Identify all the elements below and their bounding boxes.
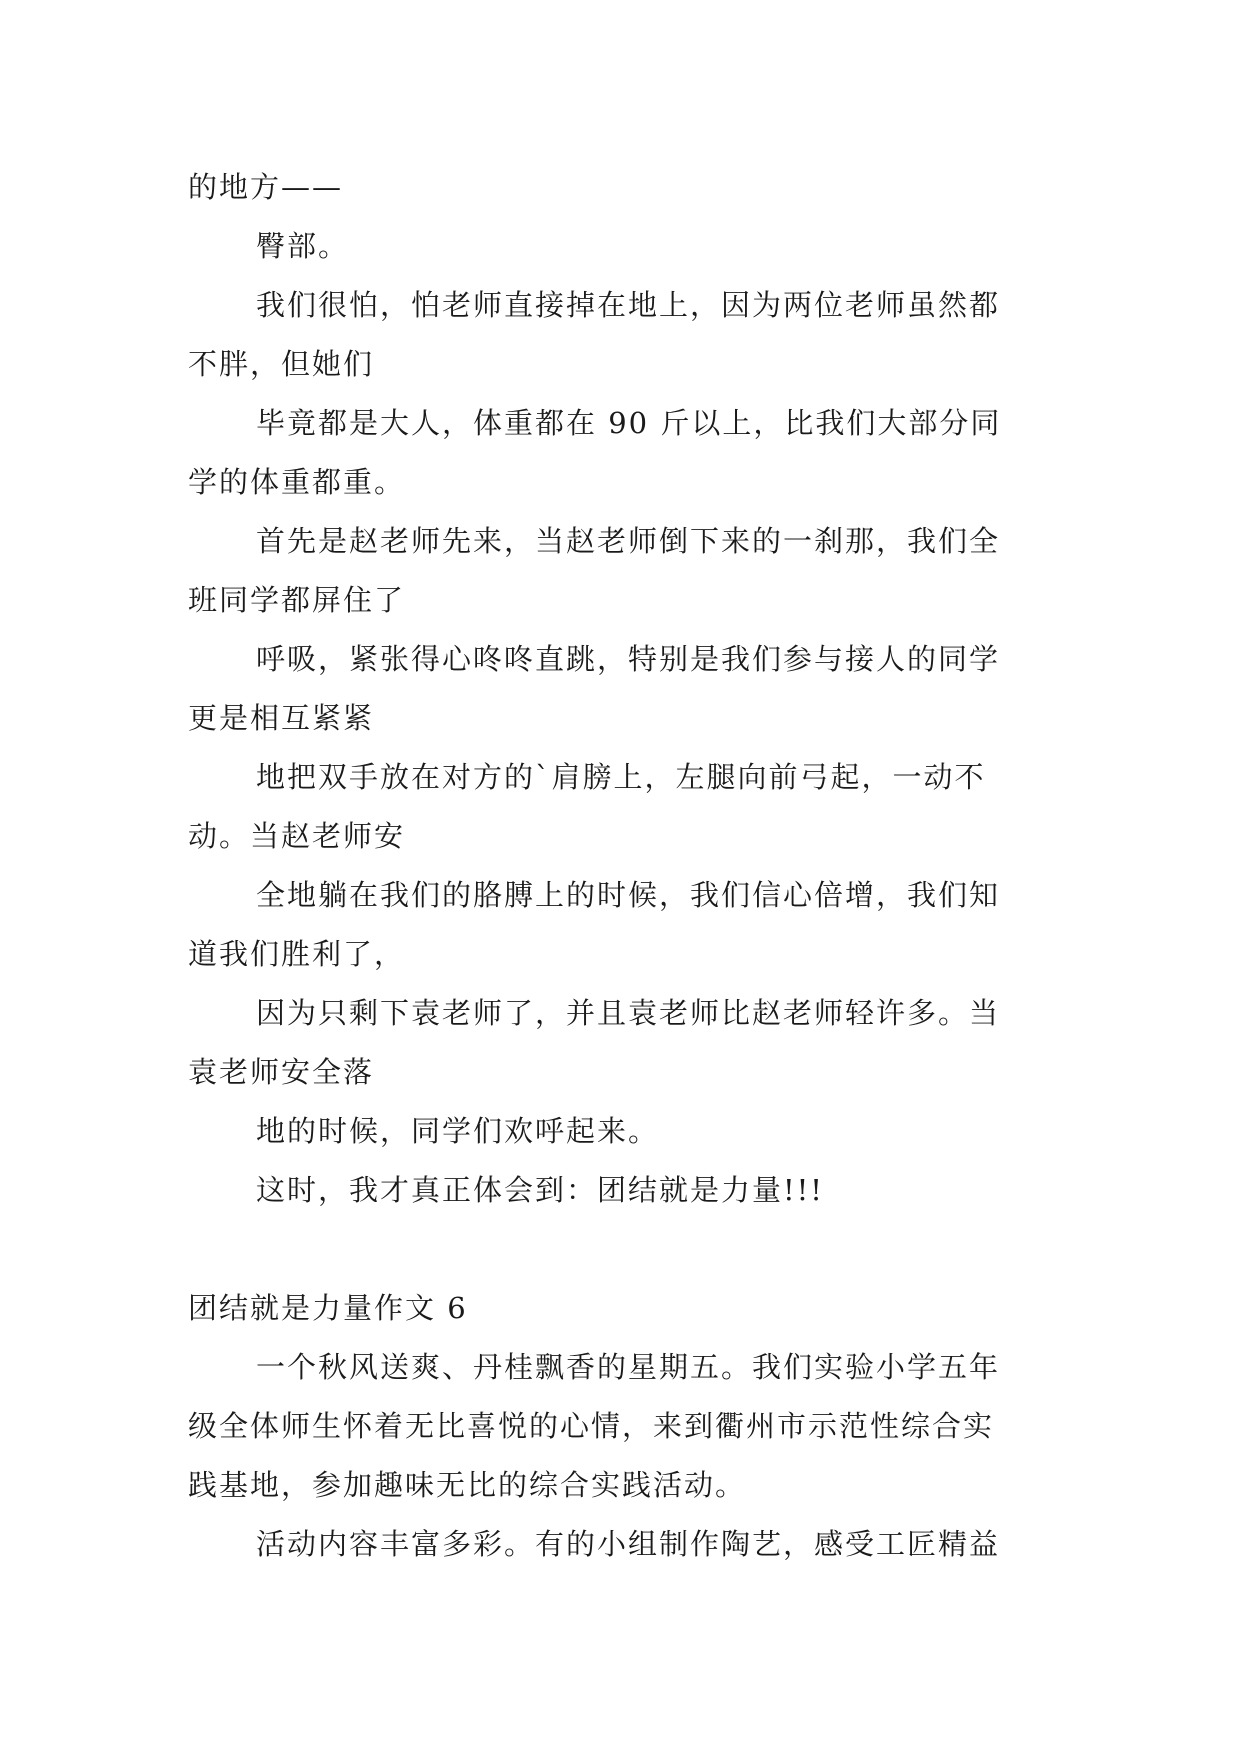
text-line: 班同学都屏住了 — [188, 583, 406, 617]
text-line: 更是相互紧紧 — [188, 701, 375, 735]
text-line: 践基地，参加趣味无比的综合实践活动。 — [188, 1468, 747, 1502]
essay-continuation — [188, 158, 1058, 1220]
text-line: 我们很怕，怕老师直接掉在地上，因为两位老师虽然都 — [256, 288, 1001, 322]
text-line: 这时，我才真正体会到：团结就是力量!!! — [256, 1173, 824, 1207]
text-line: 地把双手放在对方的`肩膀上，左腿向前弓起，一动不 — [256, 760, 986, 794]
document-body — [188, 158, 1058, 1574]
text-line: 道我们胜利了， — [188, 937, 406, 971]
text-line: 的地方—— — [188, 170, 344, 204]
section-heading: 团结就是力量作文 6 — [188, 1291, 468, 1325]
text-line: 臀部。 — [256, 229, 350, 263]
text-line: 袁老师安全落 — [188, 1055, 375, 1089]
paragraph-gap — [188, 1220, 1058, 1279]
text-line: 不胖，但她们 — [188, 347, 375, 381]
text-line: 动。当赵老师安 — [188, 819, 406, 853]
text-line: 毕竟都是大人，体重都在 90 斤以上，比我们大部分同 — [256, 406, 1002, 440]
essay-6-body — [188, 1338, 1058, 1574]
text-line: 地的时候，同学们欢呼起来。 — [256, 1114, 660, 1148]
text-line: 学的体重都重。 — [188, 465, 406, 499]
text-line: 级全体师生怀着无比喜悦的心情，来到衢州市示范性综合实 — [188, 1409, 995, 1443]
text-line: 全地躺在我们的胳膊上的时候，我们信心倍增，我们知 — [256, 878, 1001, 912]
text-line: 一个秋风送爽、丹桂飘香的星期五。我们实验小学五年 — [256, 1350, 1001, 1384]
text-line: 首先是赵老师先来，当赵老师倒下来的一刹那，我们全 — [256, 524, 1001, 558]
text-line: 呼吸，紧张得心咚咚直跳，特别是我们参与接人的同学 — [256, 642, 1001, 676]
text-line: 因为只剩下袁老师了，并且袁老师比赵老师轻许多。当 — [256, 996, 1001, 1030]
text-line: 活动内容丰富多彩。有的小组制作陶艺，感受工匠精益 — [256, 1527, 1001, 1561]
